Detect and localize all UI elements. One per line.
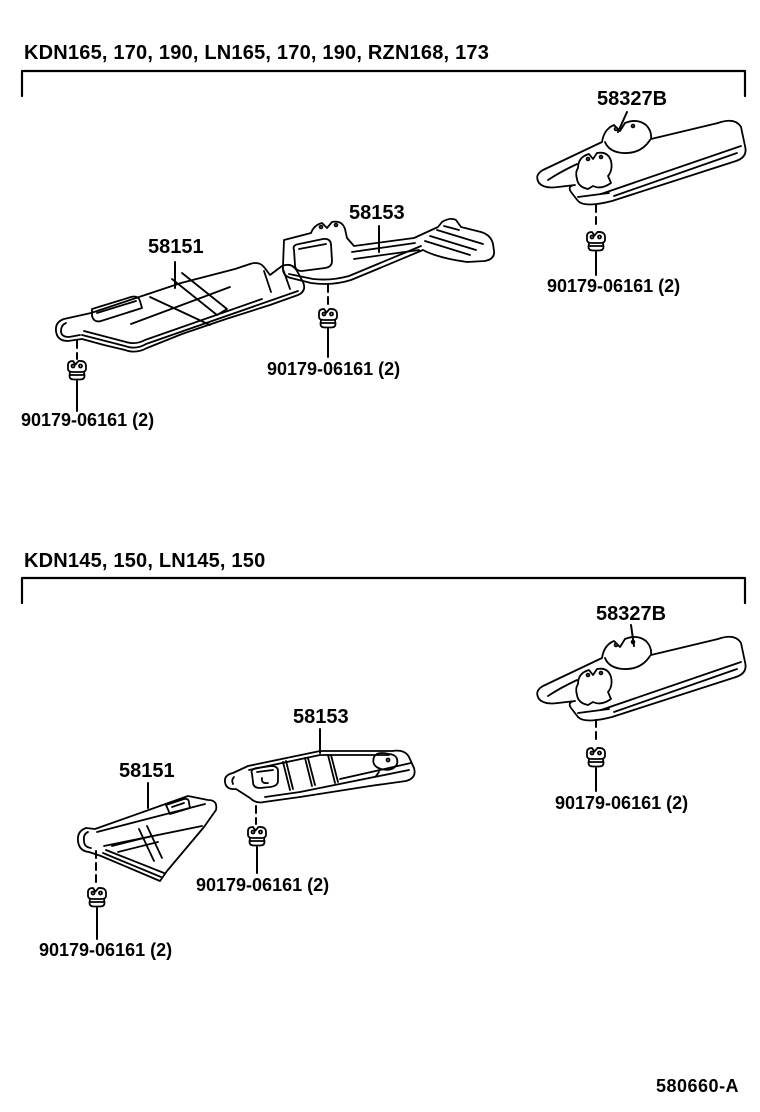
fastener-callout-section1-middle bbox=[319, 285, 337, 357]
part-58153-section1-drawing bbox=[283, 219, 494, 284]
fastener-callout-section2-right bbox=[587, 720, 605, 791]
part-58151-section2-drawing bbox=[78, 796, 216, 881]
section1-header: KDN165, 170, 190, LN165, 170, 190, RZN168, 173 bbox=[24, 42, 490, 64]
section2-bracket bbox=[22, 578, 745, 603]
fastener-number-section1-right: 90179-06161 (2) bbox=[547, 276, 681, 296]
fastener-callout-section1-left bbox=[68, 341, 86, 411]
drawing-number: 580660-A bbox=[656, 1076, 740, 1096]
fastener-callout-section1-right bbox=[587, 205, 605, 275]
part-58327b-section2-drawing bbox=[537, 637, 745, 721]
part-number-58151-section1: 58151 bbox=[148, 236, 204, 258]
fastener-callout-section2-middle bbox=[248, 806, 266, 873]
part-58153-section2-drawing bbox=[225, 751, 415, 803]
part-number-58327b-section2: 58327B bbox=[596, 603, 667, 625]
part-58327b-section1-drawing bbox=[537, 121, 745, 205]
part-number-58153-section2: 58153 bbox=[293, 706, 349, 728]
fastener-number-section1-middle: 90179-06161 (2) bbox=[267, 359, 401, 379]
fastener-callout-section2-left bbox=[88, 851, 106, 939]
fastener-number-section2-left: 90179-06161 (2) bbox=[39, 940, 173, 960]
fastener-number-section2-right: 90179-06161 (2) bbox=[555, 793, 689, 813]
fastener-number-section2-middle: 90179-06161 (2) bbox=[196, 875, 330, 895]
part-number-58151-section2: 58151 bbox=[119, 760, 175, 782]
fastener-number-section1-left: 90179-06161 (2) bbox=[21, 410, 155, 430]
section2-header: KDN145, 150, LN145, 150 bbox=[24, 550, 266, 572]
part-number-58153-section1: 58153 bbox=[349, 202, 405, 224]
part-58151-section1-drawing bbox=[56, 263, 304, 352]
part-number-58327b-section1: 58327B bbox=[597, 88, 668, 110]
